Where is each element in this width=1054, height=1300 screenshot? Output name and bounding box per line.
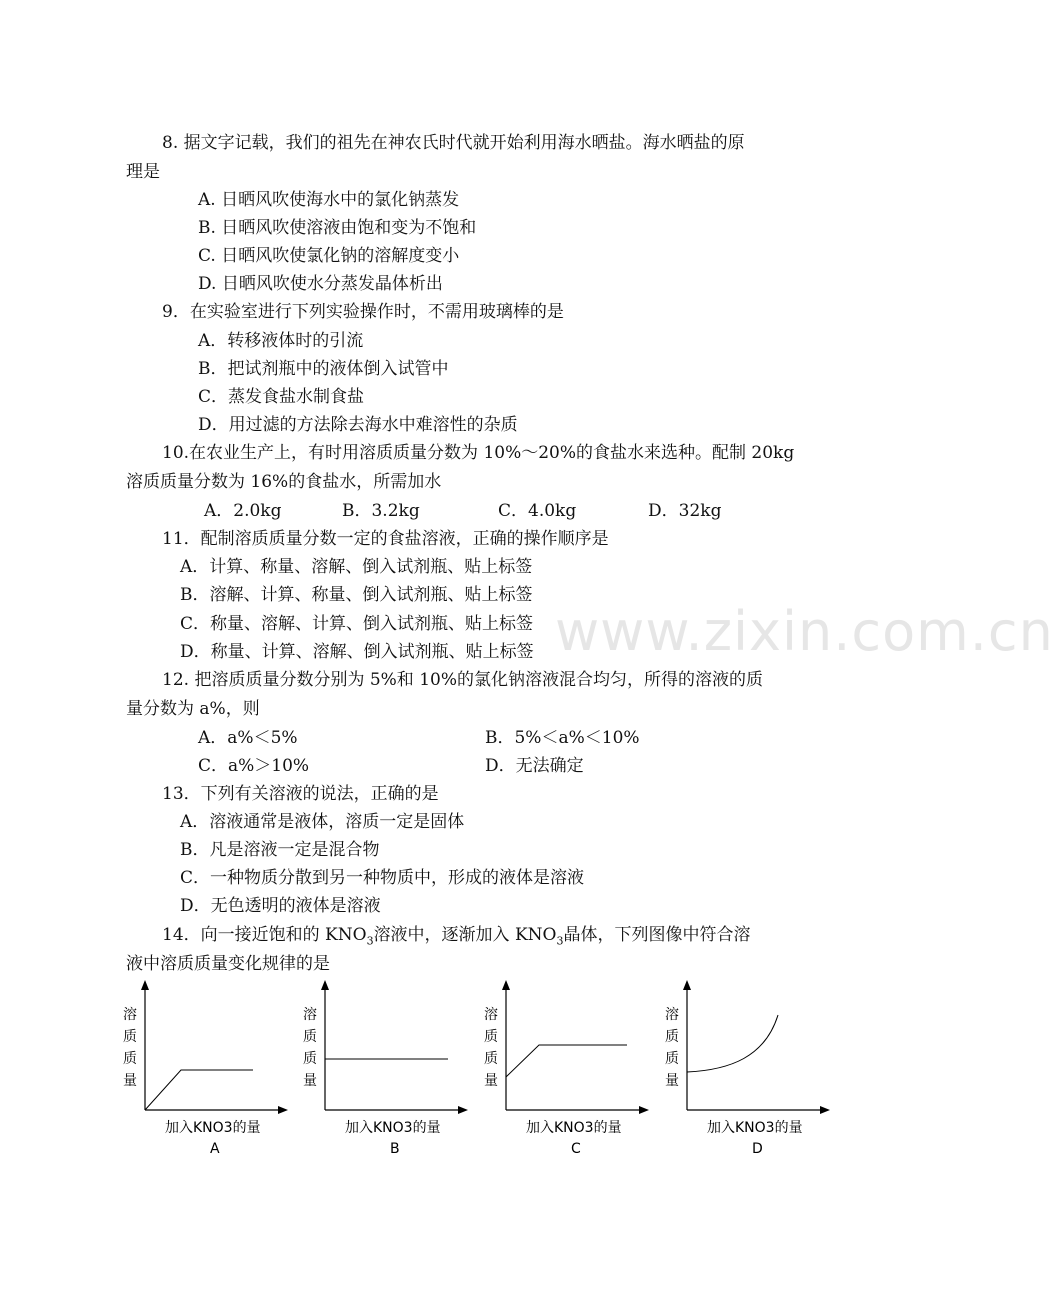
x-label: 加入KNO3的量 xyxy=(165,1120,261,1136)
graph-a-name: A xyxy=(210,1141,220,1157)
q12-line-1: 12. 把溶质质量分数分别为 5%和 10%的氯化钠溶液混合均匀，所得的溶液的质 xyxy=(162,670,764,690)
q8-option-a: A. 日晒风吹使海水中的氯化钠蒸发 xyxy=(198,190,460,210)
watermark: www.zixin.com.cn xyxy=(555,600,1054,663)
q14-text-part-2: 溶液中，逐渐加入 KNO xyxy=(373,925,557,945)
y-label-3: 质 xyxy=(665,1051,679,1067)
q11-option-a: A．计算、称量、溶解、倒入试剂瓶、贴上标签 xyxy=(180,557,533,577)
graph-b-name: B xyxy=(390,1141,400,1157)
q9-option-b: B．把试剂瓶中的液体倒入试管中 xyxy=(198,359,449,379)
q14-subscript-2: 3 xyxy=(556,934,564,948)
y-label-1: 溶 xyxy=(303,1007,317,1023)
y-label-4: 量 xyxy=(484,1073,498,1089)
q10-line-1: 10.在农业生产上，有时用溶质质量分数为 10%～20%的食盐水来选种。配制 20kg xyxy=(162,443,795,463)
graph-d-name: D xyxy=(752,1141,763,1157)
y-label-3: 质 xyxy=(123,1051,137,1067)
q14-line-1 xyxy=(162,924,750,952)
q10-line-2: 溶质质量分数为 16%的食盐水，所需加水 xyxy=(126,472,442,492)
q10-option-d: D．32kg xyxy=(648,501,722,521)
x-label: 加入KNO3的量 xyxy=(707,1120,803,1136)
q12-option-b: B．5%＜a%＜10% xyxy=(485,728,640,748)
q8-line-2: 理是 xyxy=(126,162,160,182)
y-label-2: 质 xyxy=(665,1029,679,1045)
q14-text-part-1: 14．向一接近饱和的 KNO xyxy=(162,925,367,945)
q11-line-1: 11．配制溶质质量分数一定的食盐溶液，正确的操作顺序是 xyxy=(162,529,609,549)
y-label-2: 质 xyxy=(303,1029,317,1045)
y-axis-arrow xyxy=(141,980,149,990)
q13-option-a: A．溶液通常是液体，溶质一定是固体 xyxy=(180,812,465,832)
x-label: 加入KNO3的量 xyxy=(345,1120,441,1136)
graph-d-svg xyxy=(660,975,840,1160)
graph-c xyxy=(479,975,659,1165)
graph-b xyxy=(298,975,478,1165)
q13-line-1: 13．下列有关溶液的说法，正确的是 xyxy=(162,784,439,804)
q14-line-2: 液中溶质质量变化规律的是 xyxy=(126,954,330,974)
y-label-3: 质 xyxy=(303,1051,317,1067)
y-label-4: 量 xyxy=(303,1073,317,1089)
q10-option-b: B．3.2kg xyxy=(342,501,420,521)
y-label-4: 量 xyxy=(123,1073,137,1089)
x-axis-arrow xyxy=(458,1106,468,1114)
q10-option-c: C．4.0kg xyxy=(498,501,577,521)
x-label: 加入KNO3的量 xyxy=(526,1120,622,1136)
q11-option-d: D．称量、计算、溶解、倒入试剂瓶、贴上标签 xyxy=(180,642,534,662)
y-label-1: 溶 xyxy=(665,1007,679,1023)
y-axis-arrow xyxy=(321,980,329,990)
x-axis-arrow xyxy=(278,1106,288,1114)
y-label-1: 溶 xyxy=(484,1007,498,1023)
q14-subscript-1: 3 xyxy=(366,934,374,948)
x-axis-arrow xyxy=(820,1106,830,1114)
y-axis-arrow xyxy=(502,980,510,990)
graph-b-svg xyxy=(298,975,478,1160)
q13-option-c: C．一种物质分散到另一种物质中，形成的液体是溶液 xyxy=(180,868,585,888)
q12-line-2: 量分数为 a%，则 xyxy=(126,699,260,719)
graph-a-curve xyxy=(145,1070,253,1110)
q8-option-d: D. 日晒风吹使水分蒸发晶体析出 xyxy=(198,274,443,294)
q13-option-d: D．无色透明的液体是溶液 xyxy=(180,896,381,916)
q11-option-c: C．称量、溶解、计算、倒入试剂瓶、贴上标签 xyxy=(180,614,534,634)
y-label-2: 质 xyxy=(123,1029,137,1045)
q8-option-b: B. 日晒风吹使溶液由饱和变为不饱和 xyxy=(198,218,477,238)
q9-option-c: C．蒸发食盐水制食盐 xyxy=(198,387,365,407)
y-label-2: 质 xyxy=(484,1029,498,1045)
graph-d xyxy=(660,975,840,1165)
graph-c-svg xyxy=(479,975,659,1160)
y-label-1: 溶 xyxy=(123,1007,137,1023)
y-label-4: 量 xyxy=(665,1073,679,1089)
q10-option-a: A．2.0kg xyxy=(204,501,282,521)
graph-c-curve xyxy=(506,1045,627,1077)
graph-c-name: C xyxy=(571,1141,581,1157)
q11-option-b: B．溶解、计算、称量、倒入试剂瓶、贴上标签 xyxy=(180,585,533,605)
q9-line-1: 9．在实验室进行下列实验操作时，不需用玻璃棒的是 xyxy=(162,302,564,322)
q13-option-b: B．凡是溶液一定是混合物 xyxy=(180,840,380,860)
y-axis-arrow xyxy=(683,980,691,990)
q12-option-c: C．a%＞10% xyxy=(198,756,310,776)
q9-option-d: D．用过滤的方法除去海水中难溶性的杂质 xyxy=(198,415,518,435)
q8-option-c: C. 日晒风吹使氯化钠的溶解度变小 xyxy=(198,246,460,266)
y-label-3: 质 xyxy=(484,1051,498,1067)
q9-option-a: A．转移液体时的引流 xyxy=(198,331,364,351)
graph-a-svg xyxy=(118,975,298,1160)
x-axis-arrow xyxy=(639,1106,649,1114)
graph-a xyxy=(118,975,298,1165)
q12-option-d: D．无法确定 xyxy=(485,756,584,776)
q14-text-part-3: 晶体，下列图像中符合溶 xyxy=(563,925,751,945)
graph-d-curve xyxy=(687,1015,778,1072)
q8-line-1: 8. 据文字记载，我们的祖先在神农氏时代就开始利用海水晒盐。海水晒盐的原 xyxy=(162,133,745,153)
q12-option-a: A．a%＜5% xyxy=(198,728,298,748)
